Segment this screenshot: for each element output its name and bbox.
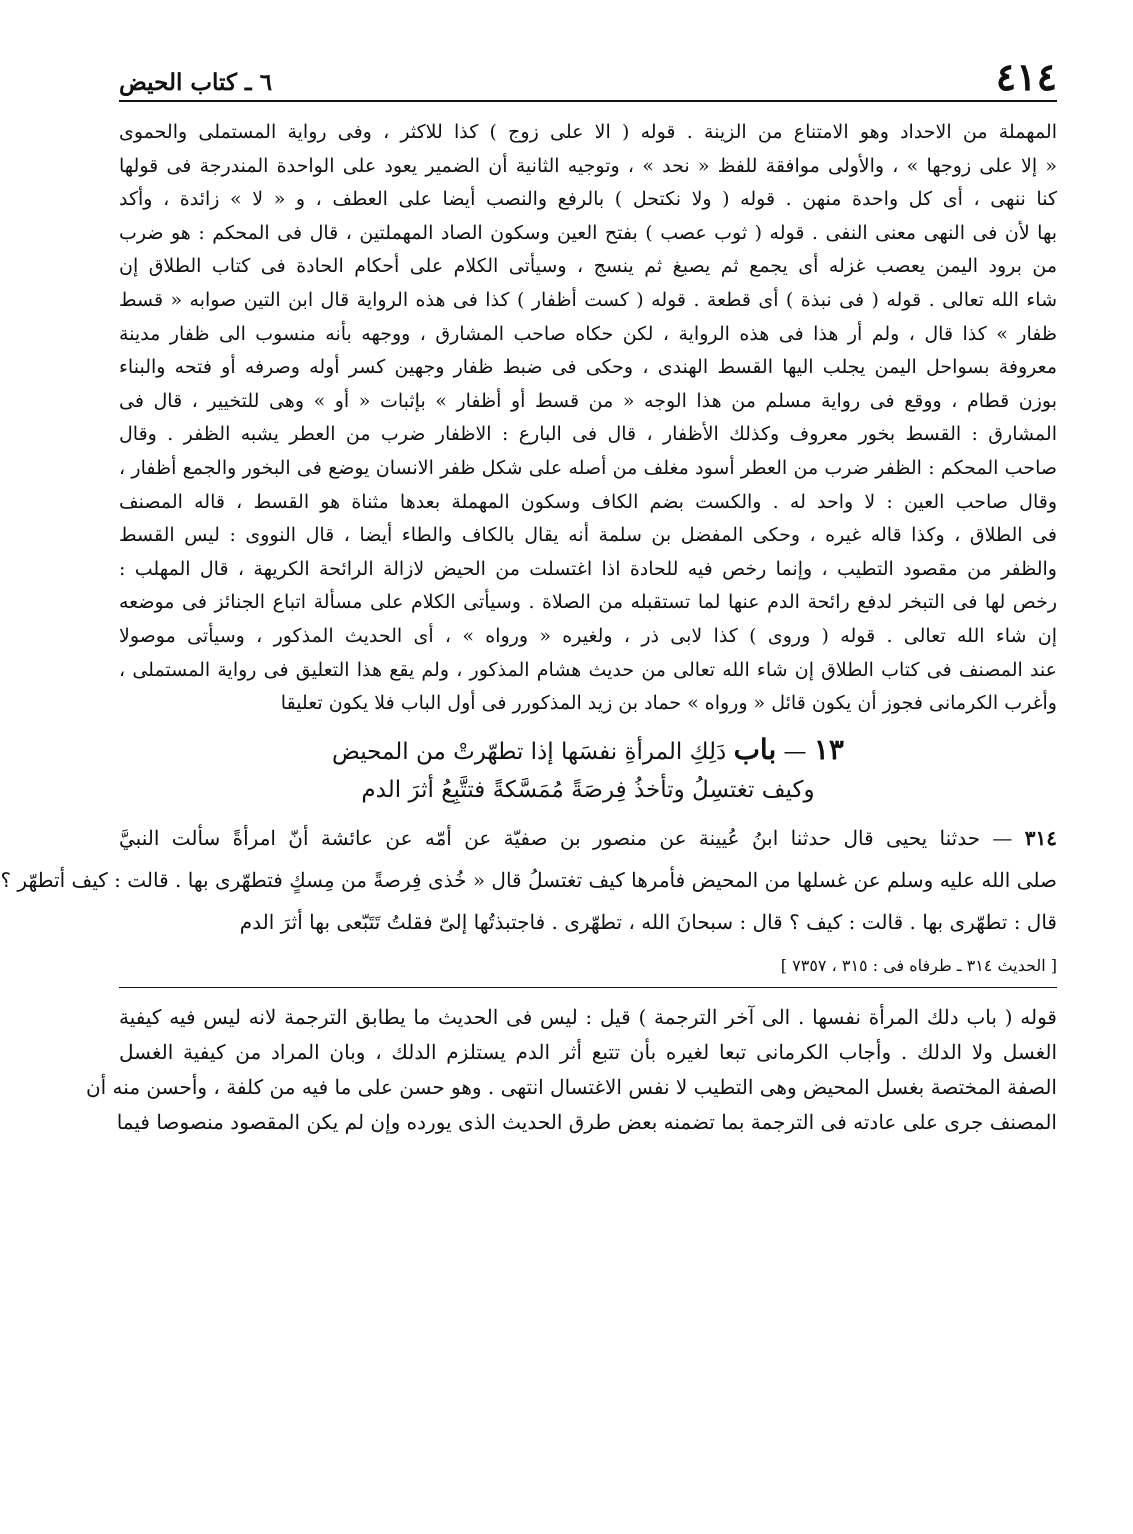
chapter-subtitle: وكيف تغتسِلُ وتأخذُ فِرصَةً مُمَسَّكةً فتتَّبِعُ أثرَ الدم [361, 776, 815, 803]
book-title: ٦ ـ كتاب الحيض [119, 69, 273, 96]
commentary-line: المصنف جرى على عادته فى الترجمة بما تضمنه بعض طرق الحديث الذى يورده وإن لم يكن المقصود منصوصا فيما [116, 1109, 1057, 1134]
commentary-line: المهملة من الاحداد وهو الامتناع من الزينة . قوله ( الا على زوج ) كذا للاكثر ، وفى رواية المستملى والحموى [119, 121, 1057, 143]
hadith-line: صلى الله عليه وسلم عن غسلها من المحيض فأمرها كيف تغتسلُ قال « خُذى فِرصةً من مِسكٍ فتطهّرى بها . قالت : كيف أتطهّر ؟ [0, 867, 1057, 892]
commentary-line: إن شاء الله تعالى . قوله ( وروى ) كذا لابى ذر ، ولغيره « ورواه » ، أى الحديث المذكور ، وسيأتى موصولا [119, 624, 1057, 647]
commentary-line: « إلا على زوجها » ، والأولى موافقة للفظ « نحد » ، وتوجيه الثانية أن الضمير يعود على الواحدة المندرجة فى قولها [119, 154, 1057, 177]
commentary-line: الصفة المختصة بغسل المحيض وهى التطيب لا نفس الاغتسال انتهى . وهو حسن على ما فيه من كلفة ، وأحسن منه أن [85, 1074, 1057, 1099]
commentary-line: معروفة بسواحل اليمن يجلب اليها القسط الهندى ، وحكى فى ضبط ظفار وجهين كسر أوله وصرفه أو فتحه والبناء [119, 356, 1057, 379]
commentary-line: شاء الله تعالى . قوله ( فى نبذة ) أى قطعة . قوله ( كست أظفار ) كذا فى هذه الرواية قال ابن التين صوابه « قسط [119, 288, 1057, 311]
commentary-line: بها لأن فى النهى معنى النفى . قوله ( ثوب عصب ) بفتح العين وسكون الصاد المهملتين ، قال فى المحكم : هو ضرب [119, 221, 1057, 244]
hadith-number: ٣١٤ [1024, 825, 1058, 850]
running-head [119, 40, 1057, 102]
hadith-line: قال : تطهّرى بها . قالت : كيف ؟ قال : سبحانَ الله ، تطهّرى . فاجتبذتُها إلىّ فقلتُ تَتَبّعى بها أثرَ الدم [239, 909, 1057, 934]
commentary-line: ظفار » كذا قال ، ولم أر هذا فى هذه الرواية ، لكن حكاه صاحب المشارق ، ووجهه بأنه منسوب الى ظفار مدينة [119, 322, 1057, 345]
commentary-line: وقال صاحب العين : لا واحد له . والكست بضم الكاف وسكون المهملة بعدها مثناة هو القسط ، قاله المصنف [119, 490, 1057, 513]
page-number: ٤١٤ [995, 54, 1057, 99]
commentary-line: صاحب المحكم : الظفر ضرب من العطر أسود مغلف من أصله على شكل ظفر الانسان يوضع فى البخور والجمع أظفار ، [119, 456, 1057, 479]
hadith-reference: [ الحديث ٣١٤ ـ طرفاه فى : ٣١٥ ، ٧٣٥٧ ] [780, 955, 1057, 975]
commentary-block [119, 116, 1057, 721]
hadith-text: حدثنا يحيى قال حدثنا ابنُ عُيينة عن منصور بن صفيّة عن أمّه عن عائشة أنّ امرأةً سألت النبيَّ [119, 825, 981, 850]
chapter-label: باب [733, 732, 777, 766]
commentary-line: فى الطلاق ، وكذا قاله غيره ، وحكى المفضل بن سلمة أنه يقال بالكاف والطاء أيضا ، قال النووى : ليس القسط [119, 524, 1057, 547]
commentary-line: بوزن قطام ، ووقع فى رواية مسلم من هذا الوجه « من قسط أو أظفار » بإثبات « أو » وهى للتخيير ، قال فى [119, 389, 1057, 412]
commentary-block-2 [85, 1000, 1057, 1140]
commentary-line: كنا ننهى ، أى كل واحدة منهن . قوله ( ولا نكتحل ) بالرفع والنصب أيضا على العطف ، و « لا » زائدة ، وأكد [119, 188, 1057, 211]
commentary-line: وأغرب الكرمانى فجوز أن يكون قائل « ورواه » حماد بن زيد المذكورر فى أول الباب فلا يكون تعليقا [280, 692, 1057, 715]
commentary-line: الغسل ولا الدلك . وأجاب الكرمانى تبعا لغيره بأن تتبع أثر الدم يستلزم الدلك ، وبان المراد من كيفية الغسل [119, 1039, 1057, 1064]
chapter-title-line: ١٣ — باب دَلِكِ المرأةِ نفسَها إذا تطهّرتْ من المحيض [332, 732, 844, 766]
chapter-heading [119, 731, 1057, 809]
commentary-line: من برود اليمن يعصب غزله أى يجمع ثم يصبغ ثم ينسج ، وسيأتى الكلام على أحكام الحادة فى كتاب الطلاق إن [119, 255, 1057, 278]
hadith-block [0, 817, 1058, 943]
commentary-line: رخص لها فى التبخر لدفع رائحة الدم عنها لما تستقبله من الصلاة . وسيأتى الكلام على مسألة اتباع الجنائز فى موضعه [119, 591, 1057, 614]
chapter-title: دَلِكِ المرأةِ نفسَها إذا تطهّرتْ من المحيض [332, 738, 727, 765]
commentary-line: المشارق : القسط بخور معروف وكذلك الأظفار ، قال فى البارع : الاظفار ضرب من العطر يشبه الظفر . وقال [119, 423, 1057, 446]
hadith-line-first: ٣١٤ — حدثنا يحيى قال حدثنا ابنُ عُيينة عن منصور بن صفيّة عن أمّه عن عائشة أنّ امرأةً سألت النبيَّ [119, 825, 1058, 850]
commentary-line: عند المصنف فى كتاب الطلاق إن شاء الله تعالى من حديث هشام المذكور ، ولم يقع هذا التعليق فى رواية المستملى ، [119, 658, 1057, 681]
divider [119, 987, 1057, 988]
chapter-number: ١٣ [813, 732, 844, 766]
book-page [0, 40, 1058, 1140]
commentary-line: والظفر من مقصود التطيب ، وإنما رخص فيه للحادة اذا اغتسلت من الحيض لازالة الرائحة الكريهة ، قال المهلب : [119, 557, 1057, 580]
commentary-line: قوله ( باب دلك المرأة نفسها . الى آخر الترجمة ) قيل : ليس فى الحديث ما يطابق الترجمة لانه ليس فيه كيفية [119, 1004, 1057, 1029]
